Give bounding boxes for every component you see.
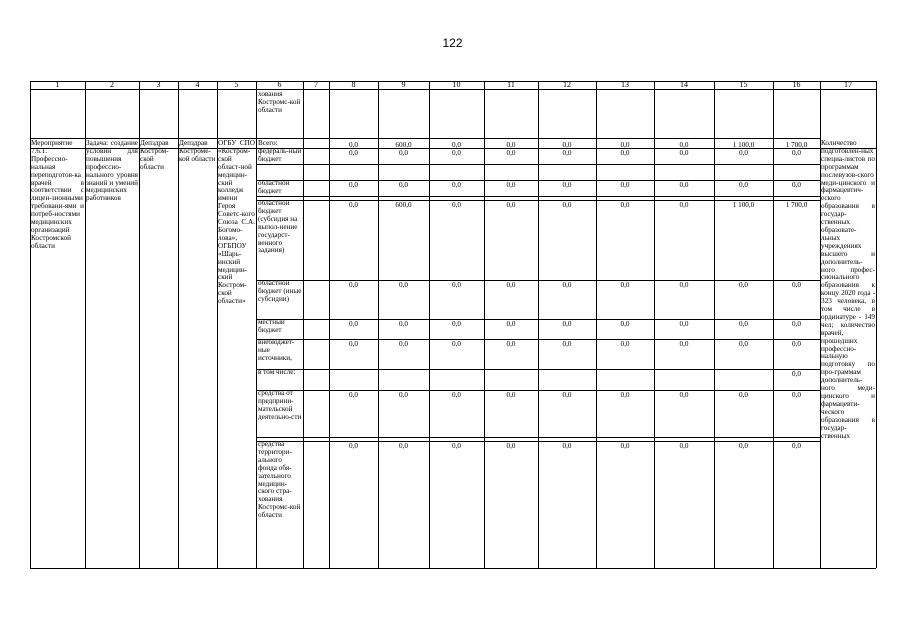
funding-value: 0,0 <box>349 340 358 348</box>
funding-value: 0,0 <box>562 281 572 289</box>
funding-value: 0,0 <box>452 281 461 289</box>
funding-value: 0,0 <box>349 201 358 209</box>
funding-value: 600,0 <box>395 141 412 149</box>
header-rule <box>30 89 876 90</box>
column-header: 13 <box>621 80 629 89</box>
funding-value: 0,0 <box>452 201 461 209</box>
funding-value: 0,0 <box>679 281 689 289</box>
row-rule <box>256 437 820 438</box>
column-header: 12 <box>563 80 571 89</box>
funding-value: 0,0 <box>792 370 801 378</box>
funding-value: 0,0 <box>620 320 630 328</box>
funding-value: 0,0 <box>399 391 408 399</box>
funding-value: 0,0 <box>452 149 461 157</box>
column-rule <box>876 81 877 568</box>
row-rule <box>256 369 820 370</box>
funding-value: 0,0 <box>739 320 748 328</box>
funding-value: 0,0 <box>452 320 461 328</box>
funding-value: 0,0 <box>562 149 572 157</box>
funding-value: 0,0 <box>739 391 748 399</box>
participants: ОГБУ СПО «Костром-ской област-ной медицин-ский колледж имени Героя Советс-кого Союза С.А. Богомо-лова», ОГБПОУ «Шарь-инский медицин-ский Костром-ской области» <box>218 140 255 306</box>
funding-value: 0,0 <box>792 340 801 348</box>
column-header: 15 <box>739 80 748 89</box>
carry-over-text: хования Костромс-кой области <box>258 91 301 114</box>
funding-row-label: средства территори-ального фонда обя-зательного медицин-ского стра-хования Костромс-кой области <box>258 441 301 520</box>
column-header: 7 <box>314 80 318 89</box>
funding-value: 0,0 <box>679 141 689 149</box>
funding-value: 0,0 <box>679 391 689 399</box>
funding-value: 0,0 <box>399 281 408 289</box>
funding-value: 0,0 <box>792 442 801 450</box>
funding-value: 0,0 <box>679 340 689 348</box>
funding-value: 0,0 <box>349 281 358 289</box>
row-rule <box>256 164 820 165</box>
funding-value: 0,0 <box>452 181 461 189</box>
funding-value: 0,0 <box>349 141 358 149</box>
funding-value: 0,0 <box>620 442 630 450</box>
funding-value: 0,0 <box>399 181 408 189</box>
column-header: 6 <box>277 80 282 89</box>
funding-value: 0,0 <box>679 149 689 157</box>
column-rule <box>303 81 304 568</box>
column-header: 11 <box>507 80 515 89</box>
funding-value: 0,0 <box>562 391 572 399</box>
funding-value: 0,0 <box>506 181 516 189</box>
funding-value: 1 700,0 <box>785 201 808 209</box>
funding-value: 0,0 <box>506 340 516 348</box>
funding-value: 0,0 <box>399 320 408 328</box>
funding-value: 0,0 <box>349 442 358 450</box>
column-rule <box>256 81 257 568</box>
funding-value: 0,0 <box>506 281 516 289</box>
funding-value: 0,0 <box>679 201 689 209</box>
funding-value: 0,0 <box>792 149 801 157</box>
column-header: 9 <box>401 80 406 89</box>
funding-value: 0,0 <box>506 320 516 328</box>
row-rule <box>30 568 256 569</box>
funding-value: 0,0 <box>399 340 408 348</box>
funding-row-label: средства от предприни-мательской деятельно-сти <box>258 390 302 421</box>
column-header: 14 <box>680 80 688 89</box>
page-number: 122 <box>442 36 463 50</box>
column-header: 4 <box>195 80 200 89</box>
funding-value: 1 700,0 <box>785 141 808 149</box>
measure-task: Задача: создание условий для повышения профессио-нального уровня знаний и умений медицинских работников <box>86 140 138 203</box>
funding-value: 0,0 <box>739 442 748 450</box>
funding-value: 0,0 <box>739 149 748 157</box>
funding-value: 0,0 <box>739 340 748 348</box>
row-rule <box>30 138 820 139</box>
funding-value: 0,0 <box>562 442 572 450</box>
funding-value: 0,0 <box>620 141 630 149</box>
funding-value: 0,0 <box>620 149 630 157</box>
funding-row-label: в том числе: <box>258 369 296 376</box>
measure-name: Мероприятие 7.6.1. Профессио-нальная переподготов-ка врачей в соответствии с лицен-зионными требовани-ями и потреб-ностями медицинских организаций Костромской области <box>31 140 84 250</box>
funding-value: 0,0 <box>679 442 689 450</box>
funding-value: 1 100,0 <box>732 141 755 149</box>
funding-value: 0,0 <box>739 181 748 189</box>
funding-value: 1 100,0 <box>732 201 755 209</box>
funding-value: 0,0 <box>452 340 461 348</box>
funding-value: 0,0 <box>562 320 572 328</box>
funding-value: 0,0 <box>399 149 408 157</box>
funding-value: 0,0 <box>792 320 801 328</box>
funding-row-label: областной бюджет (иные субсидии) <box>258 280 302 303</box>
funding-row-label: внебюджет-ные источники, <box>258 339 295 362</box>
funding-value: 0,0 <box>620 391 630 399</box>
funding-value: 0,0 <box>506 201 516 209</box>
column-header: 2 <box>110 80 114 89</box>
funding-value: 0,0 <box>562 201 572 209</box>
funding-value: 600,0 <box>395 201 412 209</box>
co-executor: Депздрав Костроме-кой области <box>179 140 216 163</box>
funding-value: 0,0 <box>620 340 630 348</box>
funding-value: 0,0 <box>506 149 516 157</box>
funding-value: 0,0 <box>562 141 572 149</box>
row-rule <box>256 196 820 197</box>
funding-value: 0,0 <box>506 141 516 149</box>
funding-value: 0,0 <box>452 391 461 399</box>
funding-value: 0,0 <box>679 320 689 328</box>
expected-result: Количество подготовлен-ных специа-листов по программам послевузов-ского меди-цинского и фармацевтич-еского образования в государ-ственных образовате-льных учреждениях высшего и дополнитель-ного профес-сионального образования к концу 2020 года - 323 человека, в том числе в ординатуре - 149 чел; количество врачей, прошедших профессио-нальную подготовку по про-граммам дополнитель-ного меди-цинского и фармацевти-ческого образования в государ-ственных <box>821 140 875 440</box>
column-header: 16 <box>792 80 801 89</box>
funding-row-label: областной бюджет <box>258 180 290 195</box>
funding-value: 0,0 <box>792 181 801 189</box>
row-rule <box>820 568 876 569</box>
funding-value: 0,0 <box>349 391 358 399</box>
funding-value: 0,0 <box>620 201 630 209</box>
funding-value: 0,0 <box>452 141 461 149</box>
funding-value: 0,0 <box>399 442 408 450</box>
column-header: 17 <box>844 80 852 89</box>
column-header: 3 <box>156 80 161 89</box>
funding-value: 0,0 <box>620 281 630 289</box>
funding-row-label: местный бюджет <box>258 319 285 334</box>
funding-value: 0,0 <box>792 281 801 289</box>
funding-value: 0,0 <box>349 320 358 328</box>
responsible-executor: Депздрав Костром-ской области <box>140 140 169 171</box>
funding-value: 0,0 <box>506 391 516 399</box>
funding-row-label: областной бюджет (субсидия на выпол-нение государст-венного задания) <box>258 200 298 255</box>
row-rule <box>256 568 820 569</box>
column-header: 1 <box>55 80 60 89</box>
funding-value: 0,0 <box>792 391 801 399</box>
funding-value: 0,0 <box>506 442 516 450</box>
funding-value: 0,0 <box>452 442 461 450</box>
column-header: 5 <box>234 80 239 89</box>
funding-value: 0,0 <box>562 181 572 189</box>
funding-value: 0,0 <box>620 181 630 189</box>
funding-value: 0,0 <box>349 181 358 189</box>
funding-value: 0,0 <box>679 181 689 189</box>
column-header: 8 <box>351 80 356 89</box>
funding-value: 0,0 <box>562 340 572 348</box>
funding-value: 0,0 <box>739 281 748 289</box>
funding-value: 0,0 <box>349 149 358 157</box>
funding-row-label: федераль-ный бюджет <box>258 148 302 163</box>
funding-row-label: Всего: <box>258 140 278 147</box>
column-header: 10 <box>452 80 461 89</box>
